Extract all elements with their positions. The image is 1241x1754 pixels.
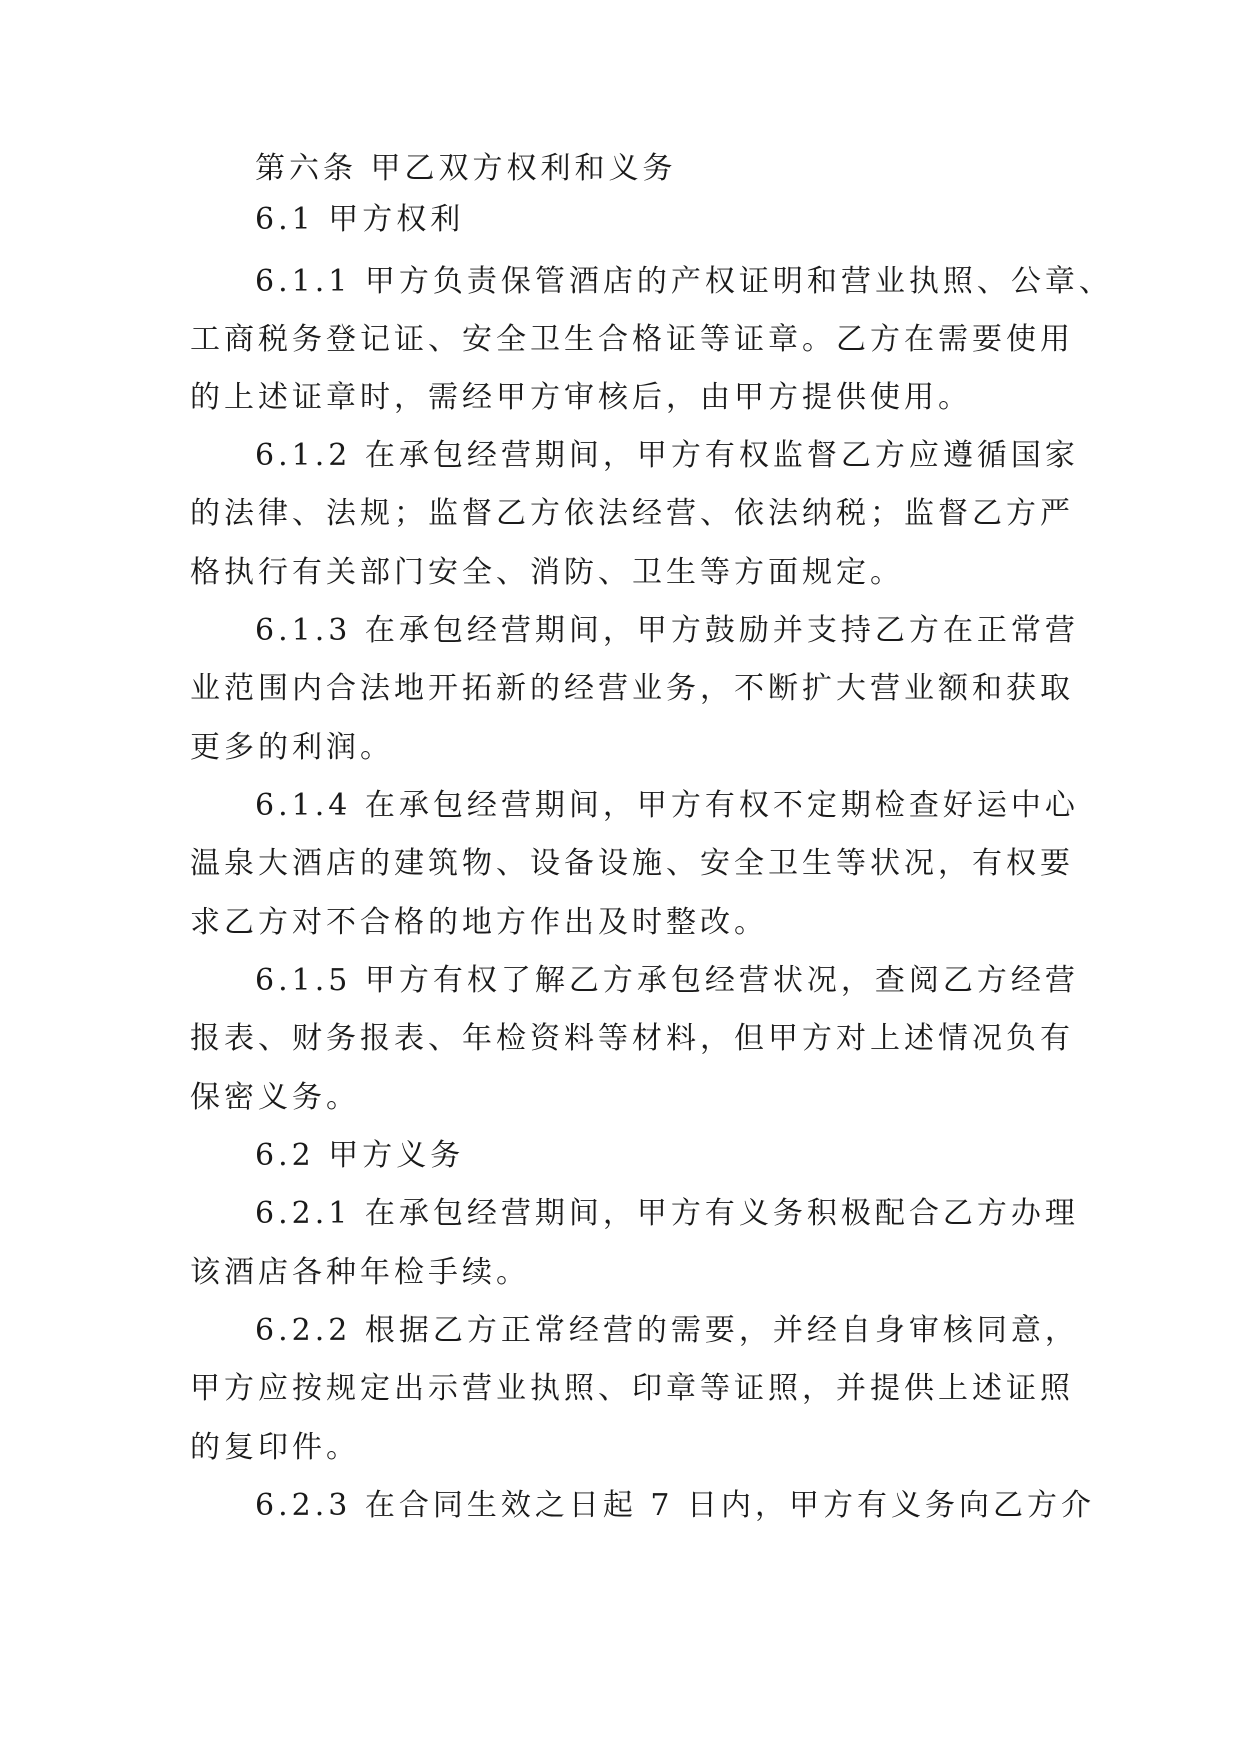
clause-6-2-2-line-1: 6.2.2 根据乙方正常经营的需要，并经自身审核同意， [255, 1313, 1079, 1348]
clause-6-1-2-line-2: 的法律、法规；监督乙方依法经营、依法纳税；监督乙方严 [190, 496, 1074, 531]
section-6-1-title: 6.1 甲方权利 [255, 202, 465, 237]
clause-6-1-1-line-1: 6.1.1 甲方负责保管酒店的产权证明和营业执照、公章、 [255, 264, 1113, 299]
clause-6-1-2-line-1: 6.1.2 在承包经营期间，甲方有权监督乙方应遵循国家 [255, 438, 1079, 473]
clause-6-2-3-line-1: 6.2.3 在合同生效之日起 7 日内，甲方有义务向乙方介 [255, 1488, 1096, 1523]
clause-6-1-3-line-2: 业范围内合法地开拓新的经营业务，不断扩大营业额和获取 [190, 671, 1074, 706]
clause-6-1-3-line-3: 更多的利润。 [190, 730, 394, 765]
clause-6-2-1-line-1: 6.2.1 在承包经营期间，甲方有义务积极配合乙方办理 [255, 1196, 1079, 1231]
article-heading: 第六条 甲乙双方权利和义务 [255, 151, 677, 186]
clause-6-1-5-line-3: 保密义务。 [190, 1080, 360, 1115]
clause-6-1-3-line-1: 6.1.3 在承包经营期间，甲方鼓励并支持乙方在正常营 [255, 613, 1079, 648]
section-6-2-title: 6.2 甲方义务 [255, 1138, 465, 1173]
clause-6-1-2-line-3: 格执行有关部门安全、消防、卫生等方面规定。 [190, 555, 904, 590]
clause-6-2-2-line-2: 甲方应按规定出示营业执照、印章等证照，并提供上述证照 [190, 1371, 1074, 1406]
clause-6-2-1-line-2: 该酒店各种年检手续。 [190, 1255, 530, 1290]
clause-6-1-5-line-2: 报表、财务报表、年检资料等材料，但甲方对上述情况负有 [190, 1021, 1074, 1056]
clause-6-1-4-line-2: 温泉大酒店的建筑物、设备设施、安全卫生等状况，有权要 [190, 846, 1074, 881]
clause-6-1-4-line-3: 求乙方对不合格的地方作出及时整改。 [190, 905, 768, 940]
clause-6-1-1-line-2: 工商税务登记证、安全卫生合格证等证章。乙方在需要使用 [190, 322, 1074, 357]
clause-6-1-5-line-1: 6.1.5 甲方有权了解乙方承包经营状况，查阅乙方经营 [255, 963, 1079, 998]
clause-6-1-1-line-3: 的上述证章时，需经甲方审核后，由甲方提供使用。 [190, 380, 972, 415]
clause-6-2-2-line-3: 的复印件。 [190, 1430, 360, 1465]
clause-6-1-4-line-1: 6.1.4 在承包经营期间，甲方有权不定期检查好运中心 [255, 788, 1079, 823]
